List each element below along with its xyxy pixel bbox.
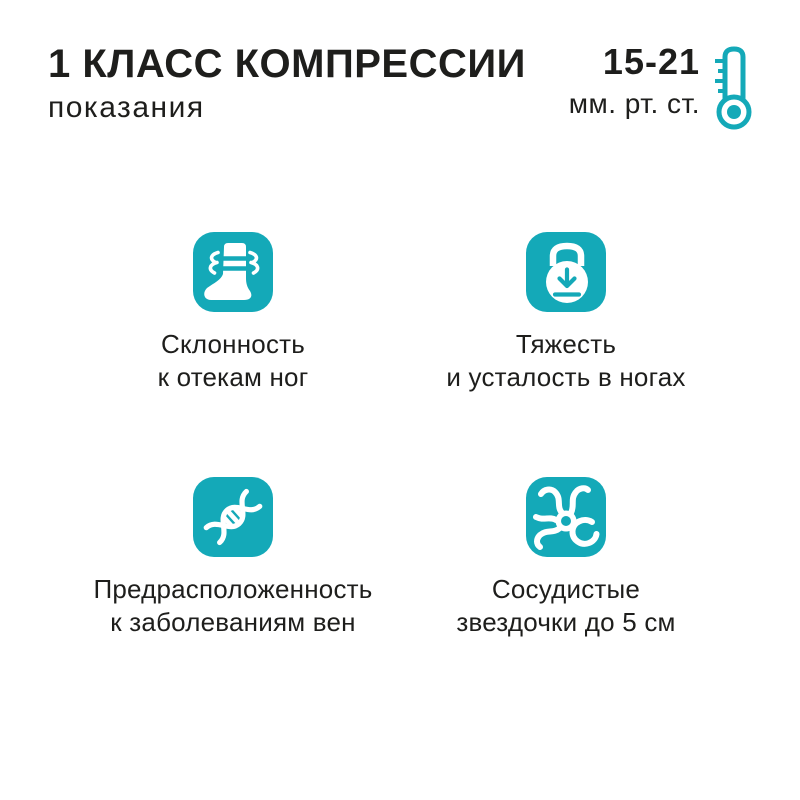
indication-label-line2: к заболеваниям вен bbox=[110, 607, 356, 637]
indication-label bbox=[158, 328, 309, 394]
indication-card-predisposition bbox=[53, 477, 413, 639]
indication-card-spider-veins bbox=[386, 477, 746, 639]
icon-tile bbox=[193, 477, 273, 557]
indication-label-line1: Предрасположенность bbox=[93, 574, 373, 604]
indication-label bbox=[446, 328, 685, 394]
header bbox=[48, 42, 526, 125]
pressure-unit: мм. рт. ст. bbox=[568, 88, 700, 119]
pressure-block bbox=[569, 42, 758, 132]
page-title: 1 КЛАСС КОМПРЕССИИ bbox=[48, 42, 526, 86]
dna-icon bbox=[193, 477, 273, 557]
indication-label-line1: Склонность bbox=[161, 329, 305, 359]
indication-label-line2: и усталость в ногах bbox=[446, 362, 686, 392]
kettlebell-weight-icon bbox=[526, 232, 606, 312]
indication-label-line2: звездочки до 5 см bbox=[456, 607, 676, 637]
indication-label-line1: Сосудистые bbox=[491, 574, 641, 604]
icon-tile bbox=[193, 232, 273, 312]
page-subtitle: показания bbox=[48, 91, 205, 124]
indication-label bbox=[456, 573, 675, 639]
pressure-text bbox=[569, 42, 700, 121]
icon-tile bbox=[526, 232, 606, 312]
thermometer-icon bbox=[710, 44, 758, 132]
indication-label-line2: к отекам ног bbox=[157, 362, 309, 392]
indication-label-line1: Тяжесть bbox=[515, 329, 617, 359]
indication-card-swelling bbox=[53, 232, 413, 394]
spider-veins-icon bbox=[526, 477, 606, 557]
ankle-compression-icon bbox=[193, 232, 273, 312]
indication-label bbox=[93, 573, 372, 639]
pressure-value: 15-21 bbox=[602, 41, 700, 82]
icon-tile bbox=[526, 477, 606, 557]
indication-card-heaviness bbox=[386, 232, 746, 394]
